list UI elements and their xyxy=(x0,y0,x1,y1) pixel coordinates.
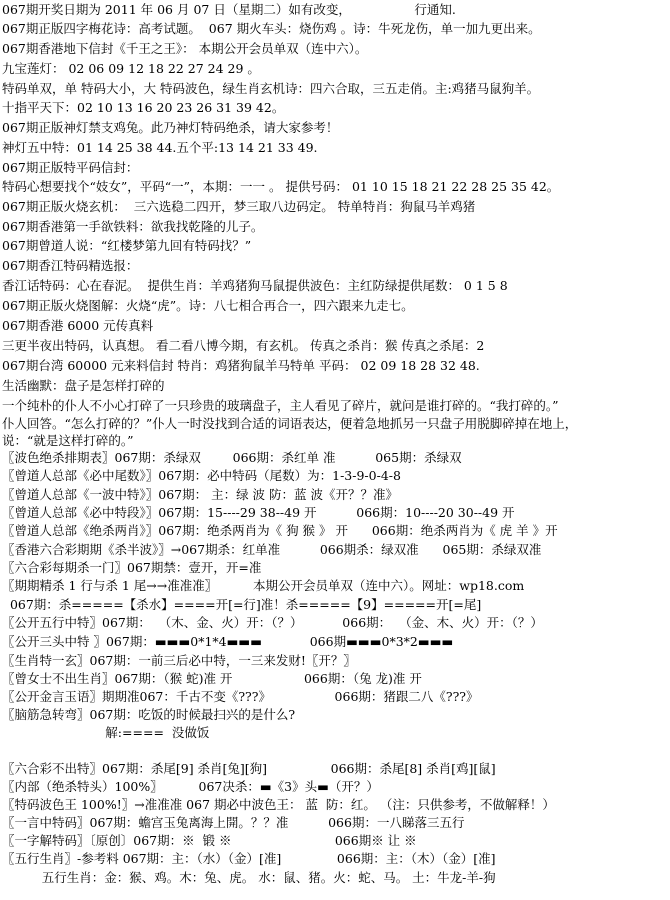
text-line: 〖波色绝杀排期表〗067期：杀绿双 066期：杀红单 准 065期：杀绿双 xyxy=(2,450,462,465)
text-line: 067期正版特平码信封： xyxy=(2,160,139,175)
text-line: 一个纯朴的仆人不小心打碎了一只珍贵的玻璃盘子，主人看见了碎片，就问是谁打碎的。“我打碎的。” xyxy=(2,398,559,413)
text-line: 067期香港 6000 元传真料 xyxy=(2,318,154,333)
text-line: 神灯五中特：01 14 25 38 44.五个平:13 14 21 33 49. xyxy=(2,140,318,155)
text-line: 067期台湾 60000 元来料信封 特肖：鸡猪狗鼠羊马特单 平码： 02 09 18 28 32 48. xyxy=(2,358,480,373)
text-line: 〖曾道人总部《必中特段》〗067期：15----29 38--49 开 066期：10----20 30--49 开 xyxy=(2,505,515,520)
text-line: 〖一言中特码〗067期：蟾宫玉兔离海上開。？？准 066期：一八睇落三五行 xyxy=(2,815,465,830)
text-line: 〖生肖特一玄〗067期：一前三后必中特，一三来发财!〖开？〗 xyxy=(2,653,356,668)
text-line: 解:==== 没做饭 xyxy=(2,725,210,740)
text-line: 067期正版四字梅花诗：高考试题。 067 期火车头：烧伤鸡 。诗：牛死龙伤，单一加九更出来。 xyxy=(2,21,541,36)
text-line: 特码心想要找个“妓女”，平码“一”，本期：一一 。 提供号码： 01 10 15 18 21 22 28 25 35 42。 xyxy=(2,179,560,194)
text-line: 〖六合彩每期杀一门〗067期禁：壹开，开=准 xyxy=(2,560,262,575)
text-line: 〖曾道人总部《绝杀两肖》〗067期：绝杀两肖为《 狗 猴 》 开 066期：绝杀两肖为《 虎 羊 》开 xyxy=(2,523,558,538)
text-line: 〖香港六合彩期期《杀半波》〗→067期杀：红单准 066期杀：绿双准 065期：杀绿双准 xyxy=(2,542,542,557)
text-line: 〖曾道人总部《必中尾数》〗067期：必中特码（尾数）为：1-3-9-0-4-8 xyxy=(2,468,401,483)
text-line: 067期开奖日期为 2011 年 06 月 07 日（星期二）如有改变， 行通知. xyxy=(2,2,456,17)
text-line: 〖脑筋急转弯〗067期：吃饭的时候最扫兴的是什么? xyxy=(2,707,296,722)
text-line: 067期正版火烧图解：火烧“虎”。诗：八七相合再合一，四六跟来九走七。 xyxy=(2,298,414,313)
text-line: 〖六合彩不出特〗067期：杀尾[9] 杀肖[兔][狗] 066期：杀尾[8] 杀肖[鸡][鼠] xyxy=(2,761,496,776)
text-line: 〖曾女士不出生肖〗067期：（猴 蛇)准 开 066期：（兔 龙)准 开 xyxy=(2,671,422,686)
text-line: 067期香港地下信封《千王之王》： 本期公开会员单双（连中六）。 xyxy=(2,41,368,56)
text-line: 特码单双，单 特码大小，大 特码波色，绿生肖玄机诗：四六合取，三五走俏。主:鸡猪马鼠狗羊。 xyxy=(2,81,540,96)
text-line: 067期香江特码精选报： xyxy=(2,258,139,273)
text-line: 〖期期精杀 1 行与杀 1 尾→→准准准〗 本期公开会员单双（连中六）。网址：wp18.com xyxy=(2,578,525,593)
text-line: 〖特码波色王 100%!〗→准准准 067 期必中波色王： 蓝 防：红。 （注：只供参考，不做解释！） xyxy=(2,797,555,812)
text-line: 〖曾道人总部《一波中特》〗067期： 主：绿 波 防：蓝 波《开？？准》 xyxy=(2,487,399,502)
text-line: 〖公开三头中特 〗067期：▬▬▬0*1*4▬▬▬ 066期▬▬▬0*3*2▬▬▬ xyxy=(2,634,454,649)
text-line: 067期正版火烧玄机： 三六选稳二四开，梦三取八边码定。 特单特肖：狗鼠马羊鸡猪 xyxy=(2,199,476,214)
text-line: 067期曾道人说：“红楼梦第九回有特码找？” xyxy=(2,238,252,253)
text-line: 三更半夜出特码，认真想。 看二看八博今期，有玄机。 传真之杀肖：猴 传真之杀尾：2 xyxy=(2,338,485,353)
text-line: 说：“就是这样打碎的。” xyxy=(2,433,134,448)
text-line: 香江话特码：心在春泥。 提供生肖：羊鸡猪狗马鼠提供波色：主红防绿提供尾数： 0 1 5 8 xyxy=(2,278,508,293)
text-line: 生活幽默：盘子是怎样打碎的 xyxy=(2,378,165,393)
text-line: 五行生肖：金：猴、鸡。木：兔、虎。 水：鼠、猪。火：蛇、马。 土：牛龙-羊-狗 xyxy=(2,870,496,885)
text-line: 仆人回答。“怎么打碎的？”仆人一时没找到合适的词语表达，便着急地抓另一只盘子用脱脚碎掉在地上， xyxy=(2,416,578,431)
text-line: 〖公开五行中特〗067期： （木、金、火）开：（？） 066期： （金、木、火）开：（？） xyxy=(2,615,543,630)
text-line: 九宝莲灯： 02 06 09 12 18 22 27 24 29 。 xyxy=(2,61,260,76)
text-line: 067期：杀=====【杀水】====开[=行]准！杀=====【9】=====开[=尾] xyxy=(2,597,482,612)
text-line: 十指平天下：02 10 13 16 20 23 26 31 39 42。 xyxy=(2,100,285,115)
text-line: 〖公开金言玉语〗期期准067：千古不变《???》 066期：猪跟二八《???》 xyxy=(2,689,479,704)
text-line: 〖五行生肖〗-参考料 067期：主：（水）（金）[准] 066期：主：（木）（金）[准] xyxy=(2,851,496,866)
text-line: 〖一字解特码〗〔原创〕067期：※ 锻 ※ 066期※ 让 ※ xyxy=(2,833,417,848)
text-line: 067期香港第一手欲铁料：欲我找乾隆的儿子。 xyxy=(2,219,264,234)
text-line: 〖内部（绝杀特头）100%〗 067决杀：▬《3》头▬（开？） xyxy=(2,779,379,794)
text-line: 067期正版神灯禁支鸡兔。此乃神灯特码绝杀，请大家参考！ xyxy=(2,120,339,135)
